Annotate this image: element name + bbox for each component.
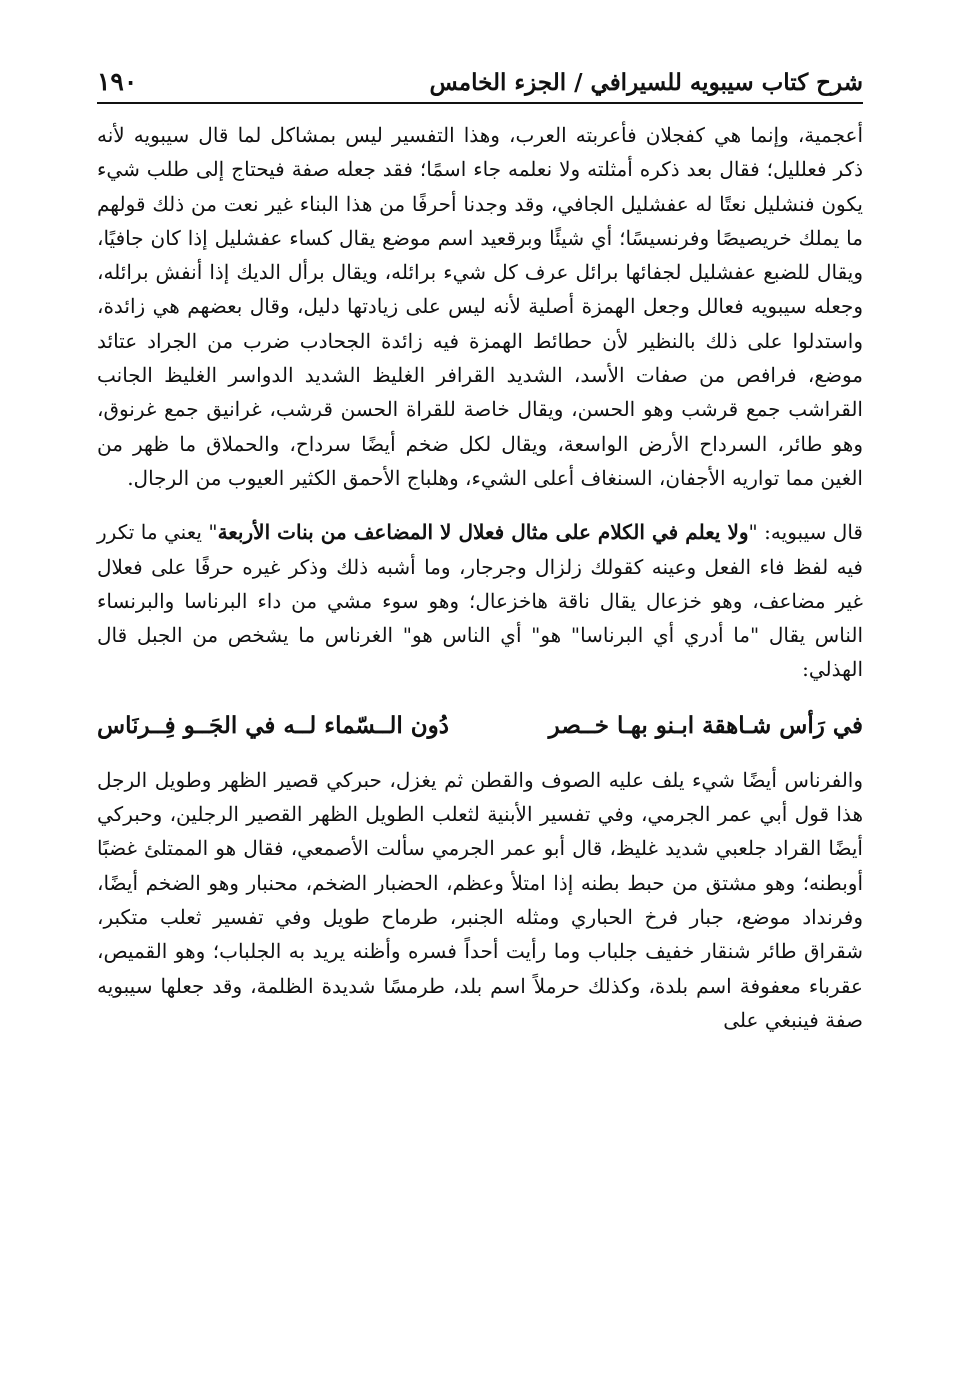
sibawayh-quote: ولا يعلم في الكلام على مثال فعلال لا المضاعف من بنات الأربعة <box>217 520 749 545</box>
page-header <box>97 56 863 96</box>
paragraph-2-rest: " يعني ما تكرر فيه لفظ فاء الفعل وعينه كقولك زلزال وجرجار، وما أشبه ذلك وذكر غيره حرفًا على فعلال غير مضاعف، وهو خزعال يقال ناقة هاخزعال؛ وهو سوء مشي من داء البرناسا والبرنساء الناس يقال "ما أدري أي البرناسا" هو" أي الناس هو" الغرناس ما يشخص من الجبل قال الهذلي: <box>97 520 863 682</box>
paragraph-3: والفرناس أيضًا شيء يلف عليه الصوف والقطن ثم يغزل، حبركي قصير الظهر وطويل الرجل هذا قول أبي عمر الجرمي، وفي تفسير الأبنية لثعلب الطويل الظهر القصير الرجلين، وحبركي أيضًا القراد جلعبي شديد غليظ، قال أبو عمر الجرمي سألت الأصمعي، فقال هو الممتلئ غضبًا أوبطنه؛ وهو مشتق من حبط بطنه إذا امتلأ وعظم، الحضبار الضخم، محنبار وهو الضخم أيضًا، وفرنداد موضع، جبار فرخ الحباري ومثله الجنبر، طرماح طويل وفي تفسير ثعلب متكبر، شقراق طائر شنقار خفيف جلباب وما رأيت أحداً فسره وأظنه يريد به الجلباب؛ وهو القميص، عقرباء معفوفة اسم بلدة، وكذلك حرملاً اسم بلد، طرمسًا شديدة الظلمة، وقد جعلها سيبويه صفة فينبغي على <box>97 767 863 1032</box>
verse-hemistich-2: دُون الــسّماء لــه في الجَــو فِــرنَاس <box>97 711 450 739</box>
paragraph-1: أعجمية، وإنما هي كفجلان فأعربته العرب، وهذا التفسير ليس بمشاكل لما قال سيبويه لأنه ذكر فعلليل؛ فقال بعد ذكره أمثلته ولا نعلمه جاء اسمًا؛ فقد جعله صفة فيحتاج إلى طلب شيء يكون فنشليل نعتًا له عفشليل الجافي، وقد وجدنا أحرفًا من هذا البناء غير نعت من ذلك قولهم ما يملك خريصيصًا وفرنسيسًا؛ أي شيئًا وبرقعيد اسم موضع يقال كساء عفشليل إذا كان جافيًا، ويقال للضبع عفشليل لجفائها برائل عرف كل شيء برائله، ويقال برأل الديك إذا أنفش برائله، وجعله سيبويه فعالل وجعل الهمزة أصلية لأنه ليس على زيادتها دليل، وقال بعضهم هي زائدة، واستدلوا على ذلك بالنظير لأن حطائط الهمزة فيه زائدة الجحادب ضرب من الجراد عتائد موضع، فرافص من صفات الأسد، الشديد القرافر الغليظ الشديد الدواسر الغليظ الجانب القراشب جمع قرشب وهو الحسن، ويقال خاصة للقراة الحسن قرشب، غرانيق جمع غرنوق، وهو طائر، السرداح الأرض الواسعة، ويقال لكل ضخم أيضًا سرداح، والحملاق ما ظهر من الغين مما تواريه الأجفان، السنغاف أعلى الشيء، وهلباج الأحمق الكثير العيوب من الرجال. <box>97 123 863 490</box>
paragraph-2 <box>97 515 863 686</box>
poem-verse <box>97 709 863 743</box>
header-rule <box>97 102 863 104</box>
paragraph-2-intro: قال سيبويه: " <box>748 520 863 545</box>
page-number: ١٩٠ <box>97 67 138 96</box>
page-body <box>97 118 863 1037</box>
running-title: شرح كتاب سيبويه للسيرافي / الجزء الخامس <box>429 69 863 96</box>
verse-hemistich-1: في رَأس شـاهقة ابـنو بهـا خــصر <box>548 711 863 739</box>
